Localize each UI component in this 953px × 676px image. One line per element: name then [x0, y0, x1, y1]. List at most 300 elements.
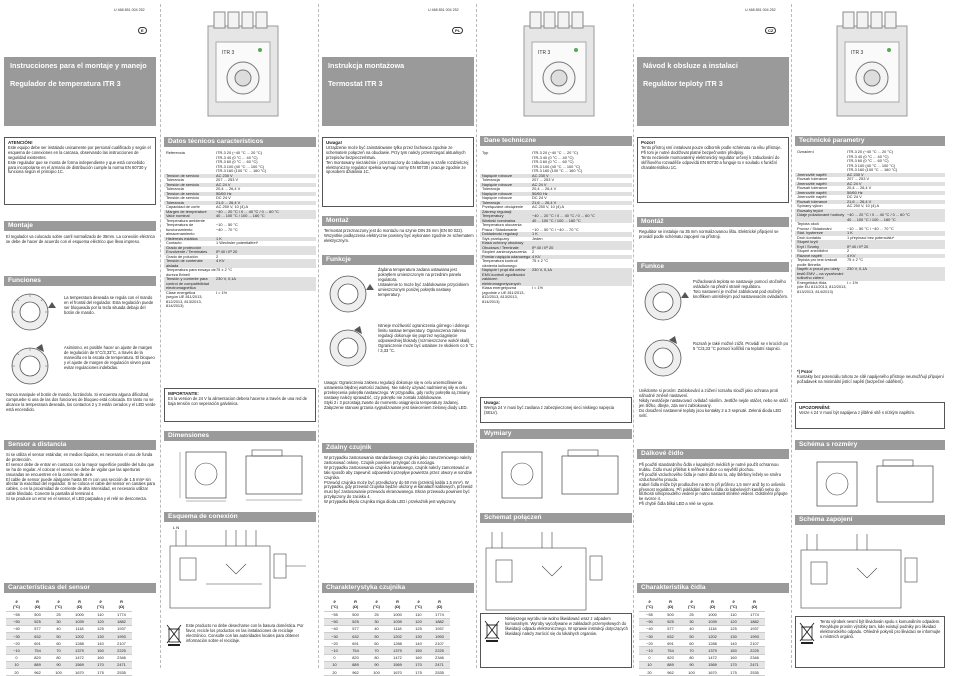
table-cell: −55: [324, 611, 345, 618]
section-esquema: Esquema de conexión: [164, 512, 316, 522]
table-cell: 80: [366, 654, 387, 661]
table-cell: 90: [48, 661, 69, 668]
table-cell: 130: [408, 633, 429, 640]
table-cell: 60: [366, 640, 387, 647]
es-technical-panel: [164, 0, 322, 672]
table-cell: 1039: [702, 618, 723, 625]
spec-value: 207 ... 253 V: [847, 176, 870, 181]
spec-label: Margen de temperature Valor nominal: [166, 208, 207, 218]
table-row: [639, 633, 765, 640]
table-header: R (Ω): [69, 597, 90, 611]
dial-illustration: [6, 288, 58, 336]
spec-value: DC 24 V: [216, 195, 231, 200]
table-cell: 50: [681, 633, 702, 640]
table-cell: −20: [324, 640, 345, 647]
spec-label: Tolerancia: [166, 199, 184, 205]
table-cell: 754: [27, 647, 48, 654]
table-cell: 820: [660, 654, 681, 661]
table-cell: 962: [27, 669, 48, 676]
table-cell: 150: [723, 647, 744, 654]
spec-label: Referencia: [166, 150, 185, 155]
spec-label: Tolerancia: [166, 177, 184, 182]
spec-label: Temperatura ambiente Temperatura de funcionamiento almacenamiento: [166, 217, 205, 236]
table-cell: 90: [681, 661, 702, 668]
cz-panel: [637, 0, 795, 675]
spec-label: Tolerancja: [482, 177, 500, 182]
spec-label: Typ: [482, 150, 489, 155]
table-cell: 120: [408, 618, 429, 625]
funkcje-text-2: Istnieje możliwość ograniczenia górnego i dolnego limitu nastaw temperatury. Ograniczenia zakresu regulacji dokonuje się poprzez wyciągnięcie odpowiedniej blokady (rozmieszczone wokół skali). Ograniczenie może być ustalane ze skokiem co 5 °C / 3,33 °C.: [378, 323, 474, 353]
table-cell: 2346: [429, 654, 450, 661]
spec-value: 1 K: [532, 231, 538, 236]
spec-value: 50/60 Hz: [847, 189, 863, 195]
language-badge: PL: [452, 27, 463, 34]
spec-row: [164, 219, 316, 237]
section-sensor-characteristics: Charakteristika čidla: [637, 583, 789, 593]
sensor-table: [6, 597, 132, 676]
table-cell: 175: [408, 669, 429, 676]
funkcje-text-1: Żądana temperatura zadana ustawiana jest pokrętłem umieszczonym na przednim panelu regulatora. Ustawienie to może być zablokowane przyciskiem umieszczonym poniżej pokrętła nastawy temperatury.: [378, 267, 469, 297]
dimensions-drawing: [482, 444, 632, 504]
section-schema-rozmery: Schéma s rozměry: [795, 440, 945, 450]
spec-label: Temperatura para ensayo de dureza Brinell: [166, 267, 216, 277]
table-header: ϑ (°C): [681, 597, 702, 611]
spec-label: Tensión de contenste aislada: [166, 258, 203, 268]
table-header: ϑ (°C): [366, 597, 387, 611]
table-cell: 820: [27, 654, 48, 661]
table-cell: 140: [90, 640, 111, 647]
spec-value: AC 230 V: [532, 172, 549, 178]
spec-value: 2: [847, 248, 850, 253]
doc-number: U 468 851 004 252: [745, 8, 776, 12]
table-row: [639, 618, 765, 625]
doc-number: U 468 851 004 252: [114, 8, 145, 12]
table-row: [639, 647, 765, 654]
spec-label: Grado de polución: [166, 253, 198, 259]
spec-label: Klasa energetyczna (zgodnie z UE 811/2013, 812/2013, 813/2013, 814/2013): [482, 285, 525, 304]
table-cell: −30: [324, 633, 345, 640]
table-cell: 1000: [702, 611, 723, 618]
table-cell: 1670: [387, 669, 408, 676]
recycle-text: Tento výrobek nesmí být likvidován spolu s komunálním odpadem. Recyklujte prosím výrobky tam, kde existují podniky pro likvidaci elektronického odpadu. Ohledně pokynů pro likvidaci se informujte u místních orgánů.: [820, 619, 941, 639]
table-cell: 2225: [111, 647, 132, 654]
funkce-text-1: Požadovaná teplota se nastavuje pomocí otočného ovládače na přední straně regulátoru. Toto nastavení je možné zablokovat pod otočným knoflíkem umístěným pod nastavovacím ovladačem.: [693, 279, 789, 299]
spec-label: Tensión de servicio: [166, 181, 200, 187]
upozorneni-title: UPOZORNĚNÍ:: [799, 405, 831, 410]
device-label: ITR 3: [538, 50, 551, 56]
table-cell: −55: [6, 611, 27, 618]
spec-value: Jeden: [532, 235, 543, 241]
table-cell: 10: [324, 661, 345, 668]
importante-box: [164, 388, 316, 422]
table-cell: 1039: [69, 618, 90, 625]
table-cell: 1993: [744, 633, 765, 640]
spec-value: DC 24 V: [847, 194, 862, 199]
spec-value: 1 K: [216, 235, 222, 241]
spec-value: 4 KV: [847, 252, 856, 258]
spec-value: IP 40 / IP 20: [216, 249, 238, 254]
table-cell: 691: [660, 640, 681, 647]
sensor-table: [324, 597, 450, 676]
wiring-diagram: [166, 524, 316, 612]
dial-illustration: [639, 278, 691, 326]
table-row: [639, 669, 765, 676]
recycle-bin-icon: [484, 620, 500, 642]
montaz-text: Termostat przeznaczony jest do montażu na szynie DIN 35 mm (EN 50 022). Wszystkie podłączenia elektryczne powinny być wykonane zgodnie ze schematem elektrycznym.: [324, 228, 474, 243]
table-cell: 170: [408, 661, 429, 668]
table-cell: 100: [48, 669, 69, 676]
table-header: R (Ω): [744, 597, 765, 611]
czujnik-text: W przypadku zastosowania standardowego czujnika jako zanurzeniowego należy zastosować osłonę. Czujnik powinien przylegać do rurociągu. W przypadku zastosowania czujnika kanałowego, czujnik należy zamontować w taki sposób aby zapewnić odpowiedni przepływ powietrza przez otwory w sondzie czujnika. Przewód czujnika może być przedłużony do 50 mm (przekrój kabla 1,5 mm²). W przypadku, gdy przewód czujnika będzie ułożony w kanałach kablowych, przewód musi być zastosowanie przewodu ekranowanego. Ekran przewodu powinien być przyłączony do zacisku 4. W przypadku błędu czujnika miga dioda LED i przekaźnik jest wyłączony.: [324, 455, 473, 505]
spec-label: Tensión y corriente para control de compatibilidad electromagnética: [166, 276, 210, 290]
table-cell: 175: [723, 669, 744, 676]
table-cell: −40: [6, 625, 27, 632]
attention-text: Este equipo debe ser instalado unicamente por personal cualificado y según el esquema de conexiones en la carcasa, observando las instrucciones de seguridad existentes. Este regulador que se monta de forma independiente y que está concebido para incorporarse en el armario de distribución cumple la norma EN 60730 y funciona según el principio 1C.: [8, 144, 151, 175]
spec-label: Jmenovité napětí: [797, 171, 827, 177]
spec-value: AC 24 V: [532, 181, 547, 187]
spec-label: Tension de servicio: [166, 190, 200, 196]
table-cell: 1202: [702, 633, 723, 640]
table-header: ϑ (°C): [48, 597, 69, 611]
doc-title: Instrukcja montażowa: [328, 61, 405, 70]
table-cell: 1379: [387, 647, 408, 654]
table-row: [6, 618, 132, 625]
table-cell: 962: [345, 669, 366, 676]
pozor-note-title: *) Pozor: [797, 369, 813, 374]
spec-row: [795, 209, 945, 223]
table-header: R (Ω): [702, 597, 723, 611]
table-cell: 80: [48, 654, 69, 661]
pozor-text: Tento přístroj smí instalovat pouze odborník podle schématu na víku přístroje. Při tom je nutné dodržovat platné bezpečnostní předpisy. Tento nezávisle montovatelný elektronický regulátor určený k zabudování do skříňového rozvaděče odpovídá EN 60730 a funguje to v souladu s funkční charakteristikou 1C.: [641, 144, 782, 170]
table-row: [6, 625, 132, 632]
table-cell: 1118: [702, 625, 723, 632]
wiring-diagram: [482, 526, 632, 614]
spec-label: Jmenovité napětí: [797, 180, 827, 186]
table-cell: 1882: [111, 618, 132, 625]
table-row: [639, 654, 765, 661]
doc-number: U 468 851 004 252: [428, 8, 459, 12]
spec-label: Stat. hystereze: [797, 230, 823, 235]
section-funkce: Funkce: [637, 262, 789, 272]
table-cell: 0: [639, 654, 660, 661]
table-cell: 2346: [744, 654, 765, 661]
sensor-text: Si se utiliza el sensor estándar, en medios líquidos, es necesario el uso de funda de protección. El sensor debe de entrar en contacto con la mayor superficie posible del tubo que se ha de regular. Al colocar el sensor, se debe de vigilar que las aperturas rasuradas se encuentren en la corriente de aire. El cable de sensor puede alargarse hasta 50 m con una sección de 1.5 mm² sin afectar la exactitud del regulador. Si se coloca el cable del sensor en canales para cables, o en la proximidad de corriente de alta intensidad, es necesario utilizar cable blindado. Conecte la pantalla al terminal 4. Si se produce un error en el sensor, el LED parpadea y el relé se desconecta.: [6, 452, 156, 502]
table-row: [324, 661, 450, 668]
spec-value: 75 ± 2 °C: [532, 258, 549, 263]
svg-text:L N: L N: [173, 525, 180, 530]
recycle-text: Niniejszego wyrobu nie wolno likwidować wraz z odpadem komunalnym. Wyroby wycofywane w zakładach przemysłowych do likwidacji odpadu elektronicznego. W sprawie instrukcji dotyczących likwidacji należy zwrócić się do lokalnych organów.: [505, 616, 628, 636]
spec-value: 1 přepínací bez potenciálu*: [847, 234, 895, 240]
spec-label: Stupeň znečištění: [797, 248, 828, 253]
spec-label: Stupeň krytí Kryt / Svorky: [797, 239, 820, 249]
spec-label: Tension de servicio: [166, 172, 200, 178]
dial-illustration: [639, 334, 691, 382]
table-cell: 20: [6, 669, 27, 676]
table-cell: 170: [90, 661, 111, 668]
cidlo-text: Při použití standardního čidla v kapalných médiích je nutné použít ochrannou trubku. Čidlo musí přiléhat k měřené trubce co největší plochou. Při použití vzduchového čidla je nutné dbát na to, aby štěrbiny ležely ve směru vzduchového proudu. Kabel čidla může být prodloužen na 50 m při průřezu 1,5 mm² aniž by to ovlivnilo přesnost regulátoru. Při pokládání kabelu čidla do kabelových kanálů nebo do blízkosti silnoproudého vedení je nutno nastavit stíněné vedení. Odstínění připojte ke svorce 4. Při chybě čidla bliká LED a relé se vypne.: [639, 462, 788, 507]
spec-label: Dokładność regulacji: [482, 231, 518, 236]
spec-row: [164, 151, 316, 174]
upozorneni-box: [795, 402, 945, 429]
table-cell: 1202: [387, 633, 408, 640]
table-cell: 525: [345, 618, 366, 625]
dial-illustration: [324, 270, 376, 318]
spec-label: Styk przełączny: [482, 235, 510, 241]
table-cell: −20: [6, 640, 27, 647]
spec-value: 21,6 ... 26,4 V: [216, 199, 241, 205]
section-sensor: Sensor a distancia: [4, 440, 156, 450]
spec-label: Tensión de servicio: [166, 195, 200, 200]
spec-label: Tolerancja: [482, 199, 500, 205]
uwaga-text: Urządzenie może być zainstalowane tylko przez fachowca zgodnie ze schematem połączeń na obudowie. Przy tym należy przestrzegać aktualnych przepisów bezpieczeństwa. Ten montowany niezależnie i przeznaczony do zabudowy w szafie rozdzielczej elektroniczny regulator spełnia wymogi normy EN 60730 i pracuje zgodnie ze sposobem działania 1C.: [326, 144, 469, 175]
spec-label: Teplota pro test tvrdosti podle Brinella: [797, 257, 838, 267]
table-cell: 1569: [69, 661, 90, 668]
table-cell: 500: [345, 611, 366, 618]
table-cell: 2535: [111, 669, 132, 676]
title-banner: [637, 57, 789, 126]
table-header: R (Ω): [27, 597, 48, 611]
spec-label: Napięcie robocze: [482, 172, 513, 178]
spec-value: 21,6 ... 26,4 V: [847, 198, 872, 204]
table-cell: 632: [345, 633, 366, 640]
section-dimensiones: Dimensiones: [164, 431, 316, 441]
pozor-title: Pozor!: [641, 140, 655, 145]
table-cell: 1882: [429, 618, 450, 625]
section-dane: Dane techniczne: [480, 136, 632, 146]
table-header: ϑ (°C): [639, 597, 660, 611]
table-cell: 40: [681, 625, 702, 632]
table-row: [324, 669, 450, 676]
spec-value: 230 V, 0,1A: [216, 276, 236, 281]
table-cell: 1774: [744, 611, 765, 618]
table-cell: 691: [345, 640, 366, 647]
table-cell: −40: [324, 625, 345, 632]
spec-value: I = 1%: [847, 279, 859, 285]
table-header: ϑ (°C): [723, 597, 744, 611]
table-cell: 110: [90, 611, 111, 618]
attention-title: ATENCIÓN!: [8, 140, 33, 145]
table-cell: 1000: [387, 611, 408, 618]
table-cell: 2471: [429, 661, 450, 668]
table-cell: 150: [408, 647, 429, 654]
table-cell: 1000: [69, 611, 90, 618]
spec-value: AC 250 V, 10 (4) A: [847, 203, 880, 208]
table-cell: 40: [48, 625, 69, 632]
spec-value: AC 230 V: [216, 172, 233, 178]
table-cell: 1882: [744, 618, 765, 625]
spec-label: Rázové napětí: [797, 252, 823, 258]
device-photo: [202, 6, 282, 124]
table-cell: 70: [681, 647, 702, 654]
cz-technical-panel: [795, 0, 953, 672]
section-funkcje: Funkcje: [322, 255, 474, 265]
montaz-text: Regulátor se instaluje na 35 mm normalizovanou lištu. Elektrické připojení se provádí podle schématu zapojení na přístroji.: [639, 229, 779, 239]
section-czujnik: Zdalny czujnik: [322, 443, 474, 453]
dimensions-drawing: [797, 454, 945, 512]
table-cell: 100: [366, 669, 387, 676]
table-cell: 1993: [429, 633, 450, 640]
spec-row: [164, 291, 316, 309]
table-cell: 1993: [111, 633, 132, 640]
spec-value: ITR-3 20 (−40 °C ... 20 °C) ITR-3 40 (0 °C ... 40 °C) ITR-3 60 (0 °C ... 60 °C) ITR-3 100 (40 °C ... 100 °C) ITR-3 160 (100 °C ... 160 °C): [216, 150, 267, 173]
spec-row: [480, 210, 632, 224]
spec-label: Klasa ochrony obudowy Obudowa / Terminale: [482, 240, 524, 250]
table-row: [324, 618, 450, 625]
table-cell: 2535: [744, 669, 765, 676]
table-cell: 754: [345, 647, 366, 654]
spec-value: 1 K: [847, 230, 853, 235]
table-cell: 10: [6, 661, 27, 668]
table-row: [639, 611, 765, 618]
spec-value: AC 250 V, 10 (4) A: [532, 204, 565, 209]
table-cell: 50: [366, 633, 387, 640]
table-cell: −10: [6, 647, 27, 654]
spec-label: Rozsahy teplot Údaje požadované hodnoty: [797, 207, 845, 217]
spec-label: Napięcie i prąd dla celów EMV-kontroli zgodliwości zakłóceń elektromagnetycznych: [482, 267, 526, 286]
recycle-box: [480, 613, 632, 668]
dimensions-drawing: [166, 444, 316, 504]
spec-label: Grado de protección Envolvente / Terminales: [166, 244, 208, 254]
funkce-text-3: Uvědomte si prosím: Zablokování a zúžení rozsahu slouží jako ochrana proti náhodné změně nastavení. Nikdy neotáčejte nastavovací ovládač násilím. Jestliže nejde otáčet, nebo se otáčí jen těžko, dbejte, zda není zablokovaný. Do dosažení nastavené teploty jsou kontakty 2 a 3 sepnuté. Zelená dioda LED svítí.: [639, 388, 788, 418]
table-row: [6, 654, 132, 661]
funkcje-text-3: Uwaga: Ograniczenia zakresu regulacji dokonuje się w celu uniemożliwienia ustawienia błędnej wartości zadanej. Nie należy używać nadmiernej siły w celu przekręcenia pokrętła nastawczego. W przypadku, gdy ruchy pokrętła są zmiany nastawy należy sprawdzić, czy pokrętło nie zostało zablokowane. Styki 2 i 3 pozostają zwarte do momentu osiągnięcia temperatury zadanej. Załączenie stanowi grzania sygnalizowane jest świeceniem zielonej diody LED.: [324, 380, 470, 410]
table-cell: 125: [408, 625, 429, 632]
table-cell: 577: [27, 625, 48, 632]
table-cell: 0: [324, 654, 345, 661]
importante-text: En la version de 24 V la alimentacion debera hacerse a través de una red de baja tensión con seperación galvánica.: [168, 395, 308, 406]
recycle-bin-icon: [166, 624, 182, 646]
table-cell: 130: [723, 633, 744, 640]
doc-subtitle: Regulátor teploty ITR 3: [643, 78, 723, 88]
table-cell: 10: [639, 661, 660, 668]
table-row: [324, 647, 450, 654]
waga-box: [480, 397, 632, 423]
language-badge: CZ: [765, 27, 776, 34]
table-cell: 175: [90, 669, 111, 676]
table-row: [6, 640, 132, 647]
table-cell: 754: [660, 647, 681, 654]
table-cell: 1670: [702, 669, 723, 676]
title-banner: [4, 57, 156, 126]
table-cell: 25: [366, 611, 387, 618]
spec-label: Označení: [797, 149, 814, 154]
table-cell: 25: [48, 611, 69, 618]
wiring-diagram: [797, 528, 945, 612]
table-row: [639, 625, 765, 632]
spec-label: Rozsah tolerance: [797, 176, 828, 181]
spec-value: −40 ... 20 °C / 0 ... 40 °C / 0 ... 60 °C 40 ... 100 °C / 100 ... 160 °C: [847, 212, 910, 222]
spec-value: DC 24 V: [532, 195, 547, 200]
section-sensor-characteristics: Características del sensor: [4, 583, 156, 593]
table-cell: −55: [639, 611, 660, 618]
spec-label: Druh kontaktu: [797, 234, 822, 240]
table-cell: 1937: [429, 625, 450, 632]
table-cell: 820: [345, 654, 366, 661]
param-table: [795, 150, 945, 294]
spec-label: Temperatura otoczenia Praca / Składowanie: [482, 222, 522, 232]
spec-label: Stopień zanieczyszczenia: [482, 249, 527, 254]
spec-value: IP 40 / IP 20: [532, 244, 554, 250]
table-cell: 140: [723, 640, 744, 647]
spec-label: Napięcie robocze: [482, 195, 513, 200]
pozor-note-text: Kontakty bez potenciálu tohoto ze sítě napájeného přístroje neumožňují připojení požadavek na minimální jistící napětí (bezpečné oddělení).: [797, 373, 944, 384]
table-cell: 30: [366, 618, 387, 625]
spec-label: Histéresis estática: [166, 235, 198, 241]
table-header: ϑ (°C): [408, 597, 429, 611]
sensor-table-body: [639, 611, 765, 676]
table-row: [6, 633, 132, 640]
table-cell: 70: [366, 647, 387, 654]
table-cell: 140: [408, 640, 429, 647]
spec-value: 75 ± 2 °C: [847, 257, 864, 262]
table-cell: 100: [681, 669, 702, 676]
doc-subtitle: Regulador de temperatura ITR 3: [10, 78, 121, 88]
table-cell: 500: [27, 611, 48, 618]
table-cell: 1288: [69, 640, 90, 647]
spec-label: Napětí a proud pro účely testů EMV – na vyzařování rušivého záření: [797, 266, 844, 280]
spec-label: Tolerancja: [482, 186, 500, 191]
section-funciones: Funciones: [4, 276, 156, 286]
spec-label: Temperatura kontroli ciśnienia kulkowego: [482, 258, 518, 268]
spec-label: Rozsah tolerance: [797, 198, 828, 204]
spec-value: 207 ... 253 V: [532, 177, 555, 182]
table-row: [6, 611, 132, 618]
table-cell: 1118: [387, 625, 408, 632]
table-row: [324, 640, 450, 647]
table-row: [324, 654, 450, 661]
spec-row: [795, 150, 945, 173]
uwaga-title: Uwaga!: [326, 140, 343, 145]
table-header: R (Ω): [660, 597, 681, 611]
table-cell: 1118: [69, 625, 90, 632]
spec-value: 2: [532, 249, 535, 254]
spec-value: ITR-3 20 (−40 °C ... 20 °C) ITR-3 40 (0 °C ... 40 °C) ITR-3 60 (0 °C ... 60 °C) ITR-3 100 (40 °C ... 100 °C) ITR-3 160 (100 °C ... 160 °C): [847, 149, 898, 172]
table-cell: 150: [90, 647, 111, 654]
table-cell: 120: [723, 618, 744, 625]
table-row: [639, 640, 765, 647]
spec-value: 75 ± 2 °C: [216, 267, 233, 272]
dial-illustration: [6, 342, 58, 390]
table-cell: 70: [48, 647, 69, 654]
waga-text: Wersja 24 V musi być zasilana z zabezpieczonej sieci niskiego napięcia (SELV).: [484, 404, 615, 415]
table-cell: −40: [639, 625, 660, 632]
datos-table: [164, 151, 316, 309]
table-cell: 20: [324, 669, 345, 676]
spec-row: [795, 267, 945, 281]
table-cell: 1569: [387, 661, 408, 668]
spec-value: 20,4 ... 26,4 V: [847, 185, 872, 190]
table-header: ϑ (°C): [324, 597, 345, 611]
table-cell: 2107: [429, 640, 450, 647]
sensor-table-body: [6, 611, 132, 676]
table-cell: 889: [27, 661, 48, 668]
spec-value: ITR-3 20 (−40 °C ... 20 °C) ITR-3 40 (0 °C ... 40 °C) ITR-3 60 (0 °C ... 60 °C) ITR-3 100 (40 °C ... 100 °C) ITR-3 160 (100 °C ... 160 °C): [532, 150, 583, 173]
attention-box: [4, 137, 156, 205]
table-cell: 1288: [702, 640, 723, 647]
table-cell: 2225: [429, 647, 450, 654]
table-cell: 160: [90, 654, 111, 661]
table-cell: 1472: [702, 654, 723, 661]
table-cell: 1472: [69, 654, 90, 661]
table-header: R (Ω): [345, 597, 366, 611]
spec-value: 4 KV: [216, 258, 225, 263]
table-cell: 2225: [744, 647, 765, 654]
sensor-table-body: [324, 611, 450, 676]
table-cell: −50: [6, 618, 27, 625]
pl-technical-panel: [480, 0, 638, 672]
table-cell: 90: [366, 661, 387, 668]
pozor-note: [797, 370, 945, 385]
